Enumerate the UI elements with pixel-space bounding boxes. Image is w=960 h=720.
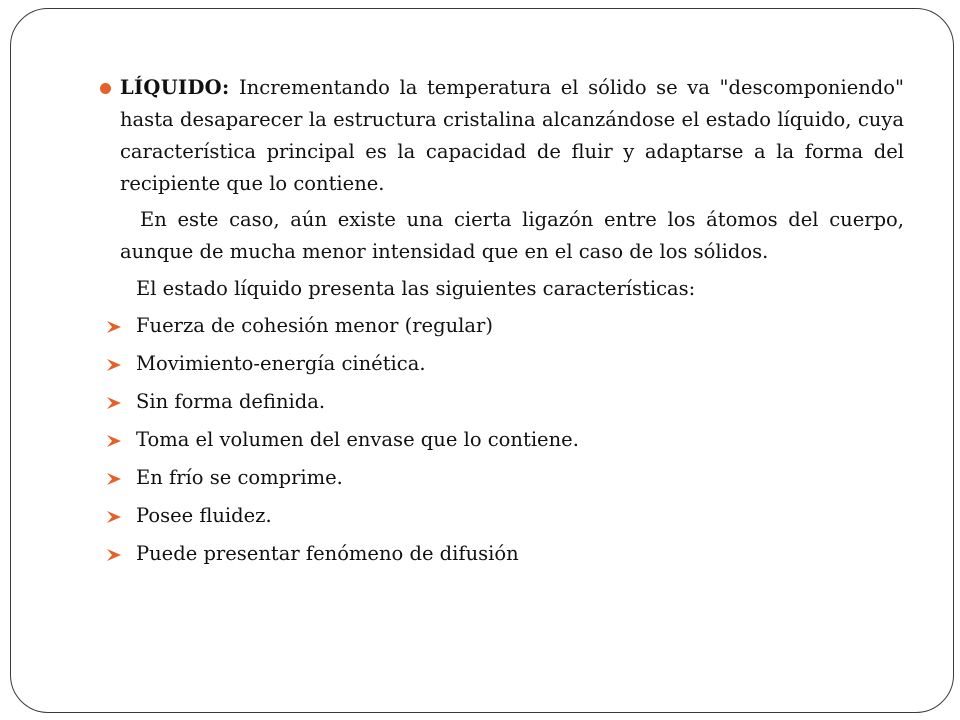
list-item — [104, 538, 904, 576]
list-item-text: Fuerza de cohesión menor (regular) — [136, 314, 493, 337]
list-item — [104, 424, 904, 462]
list-item-text: Toma el volumen del envase que lo contiene. — [136, 428, 579, 451]
list-item-text: Posee fluidez. — [136, 504, 272, 527]
list-item-text: Sin forma definida. — [136, 390, 326, 413]
list-item-text: En frío se comprime. — [136, 466, 343, 489]
arrow-bullet-icon — [106, 396, 122, 410]
list-item — [104, 348, 904, 386]
paragraph-atoms: En este caso, aún existe una cierta ligazón entre los átomos del cuerpo, aunque de mucha menor intensidad que en el caso de los sólidos. — [120, 208, 904, 263]
list-item — [104, 310, 904, 348]
bullet-text: Incrementando la temperatura el sólido se va "descomponiendo" hasta desaparecer la estructura cristalina alcanzándose el estado líquido, cuya característica principal es la capacidad de fluir y adaptarse a la forma del recipiente que lo contiene. — [120, 76, 904, 195]
arrow-bullet-icon — [106, 358, 122, 372]
arrow-bullet-icon — [106, 472, 122, 486]
arrow-bullet-icon — [106, 510, 122, 524]
list-item-text: Movimiento-energía cinética. — [136, 352, 426, 375]
characteristics-list — [104, 310, 904, 576]
paragraph-characteristics-intro: El estado líquido presenta las siguientes características: — [136, 277, 696, 300]
bullet-term: LÍQUIDO: — [120, 76, 230, 99]
list-item-text: Puede presentar fenómeno de difusión — [136, 542, 519, 565]
slide-content — [104, 72, 904, 576]
list-item — [104, 386, 904, 424]
liquid-definition-bullet — [104, 72, 904, 200]
list-item — [104, 462, 904, 500]
dot-bullet-icon — [100, 83, 111, 94]
arrow-bullet-icon — [106, 434, 122, 448]
arrow-bullet-icon — [106, 548, 122, 562]
arrow-bullet-icon — [106, 320, 122, 334]
list-item — [104, 500, 904, 538]
